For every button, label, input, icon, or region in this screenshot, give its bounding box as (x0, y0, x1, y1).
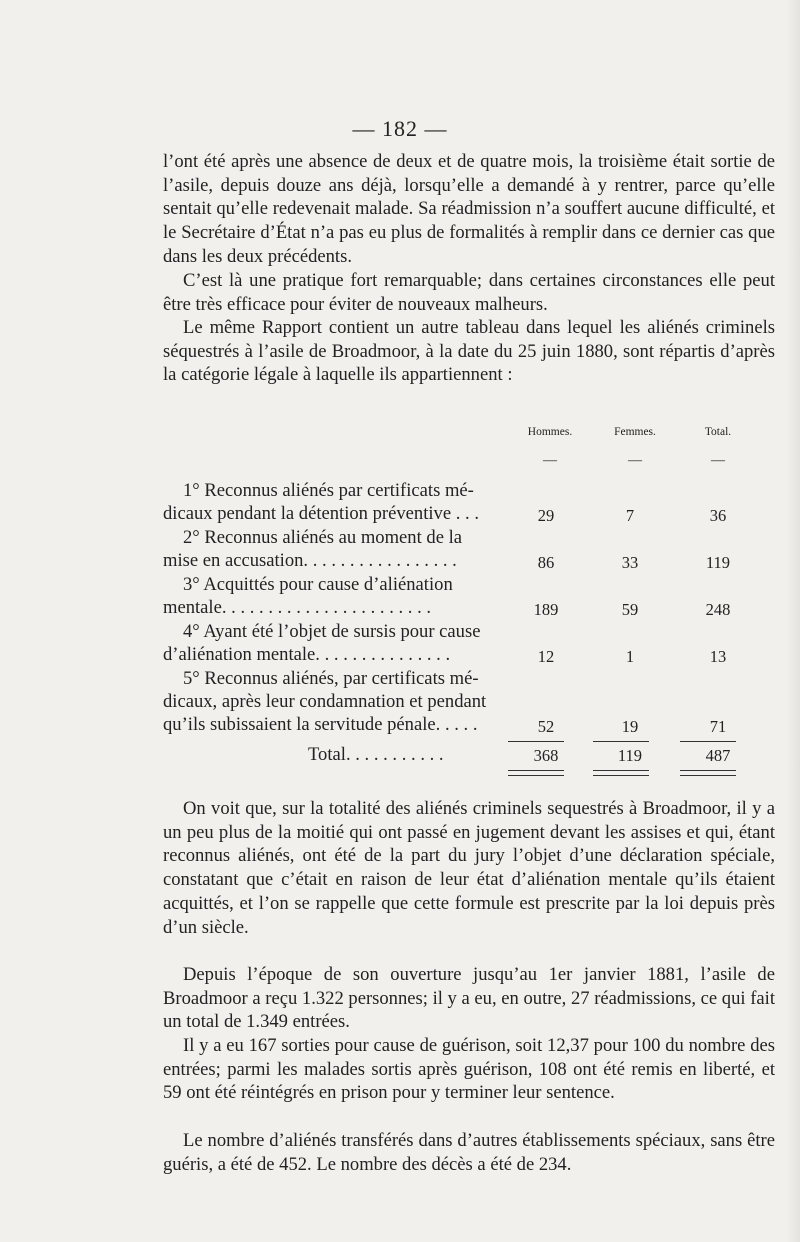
col-dash: — (711, 453, 725, 468)
sum-rule (508, 741, 564, 742)
paragraph-5: Depuis l’époque de son ouverture jusqu’au 1er janvier 1881, l’asile de Broadmoor a reçu 1.322 personnes; il y a eu, en outre, 27 réadmissions, ce qui fait un total de 1.349 entrées. (163, 964, 775, 1033)
row-1-label-line-1: 1° Reconnus aliénés par certificats mé- (183, 480, 474, 501)
col-dash: — (628, 453, 642, 468)
total-femmes: 119 (617, 746, 643, 765)
total-double-rule (508, 770, 564, 776)
col-header-hommes: Hommes. (527, 426, 573, 438)
row-4-femmes: 1 (625, 647, 635, 666)
total-hommes: 368 (533, 746, 559, 765)
row-5-label-line-1: 5° Reconnus aliénés, par certificats mé- (183, 668, 479, 689)
row-3-hommes: 189 (533, 600, 559, 619)
row-5-total: 71 (709, 717, 727, 736)
row-2-hommes: 86 (537, 553, 555, 572)
row-1-total: 36 (709, 506, 727, 525)
col-header-total: Total. (704, 426, 732, 438)
row-2-label-line-2: mise en accusation. . . . . . . . . . . . . . . . . (163, 550, 457, 571)
row-4-hommes: 12 (537, 647, 555, 666)
total-total: 487 (705, 746, 731, 765)
paragraph-7: Le nombre d’aliénés transférés dans d’autres établissements spéciaux, sans être guéris, a été de 452. Le nombre des décès a été de 234. (163, 1130, 775, 1175)
paragraph-3: Le même Rapport contient un autre tableau dans lequel les aliénés criminels séquestrés à l’asile de Broadmoor, à la date du 25 juin 1880, sont répartis d’après la catégorie légale à laquelle ils appartiennent : (163, 317, 775, 386)
row-1-hommes: 29 (537, 506, 555, 525)
row-2-femmes: 33 (621, 553, 639, 572)
page-edge-shadow (786, 0, 800, 1242)
row-4-label-line-1: 4° Ayant été l’objet de sursis pour cause (183, 621, 481, 642)
row-2-total: 119 (705, 553, 731, 572)
row-3-total: 248 (705, 600, 731, 619)
sum-rule (593, 741, 649, 742)
total-double-rule (593, 770, 649, 776)
col-dash: — (543, 453, 557, 468)
paragraph-6: Il y a eu 167 sorties pour cause de guérison, soit 12,37 pour 100 du nombre des entrées; parmi les malades sortis après guérison, 108 ont été remis en liberté, et 59 ont été réintégrés en prison pour y terminer leur sentence. (163, 1035, 775, 1104)
paragraph-2: C’est là une pratique fort remarquable; dans certaines circonstances elle peut être très efficace pour éviter de nouveaux malheurs. (163, 270, 775, 315)
row-5-hommes: 52 (537, 717, 555, 736)
row-5-femmes: 19 (621, 717, 639, 736)
row-3-femmes: 59 (621, 600, 639, 619)
row-3-label-line-2: mentale. . . . . . . . . . . . . . . . . . . . . . . (163, 597, 432, 618)
row-2-label-line-1: 2° Reconnus aliénés au moment de la (183, 527, 463, 548)
sum-rule (680, 741, 736, 742)
total-label: Total. . . . . . . . . . . (308, 744, 444, 765)
row-4-total: 13 (709, 647, 727, 666)
row-5-label-line-2: dicaux, après leur condamnation et pendant (163, 691, 487, 712)
row-1-femmes: 7 (625, 506, 635, 525)
row-1-label-line-2: dicaux pendant la détention préventive . . . (163, 503, 479, 524)
col-header-femmes: Femmes. (614, 426, 656, 438)
row-5-label-line-3: qu’ils subissaient la servitude pénale. . . . . (163, 714, 478, 735)
page-number: — 182 — (352, 116, 448, 141)
row-3-label-line-1: 3° Acquittés pour cause d’aliénation (183, 574, 453, 595)
paragraph-1: l’ont été après une absence de deux et de quatre mois, la troisième était sortie de l’asile, depuis douze ans déjà, lorsqu’elle a demandé à y rentrer, parce qu’elle sentait qu’elle redevenait malade. Sa réadmission n’a souffert aucune difficulté, et le Secrétaire d’État n’a pas eu plus de formalités à remplir dans ce dernier cas que dans les deux précédents. (163, 151, 775, 267)
row-4-label-line-2: d’aliénation mentale. . . . . . . . . . . . . . . (163, 644, 451, 665)
total-double-rule (680, 770, 736, 776)
paragraph-4: On voit que, sur la totalité des aliénés criminels sequestrés à Broadmoor, il y a un peu plus de la moitié qui ont passé en jugement devant les assises et qui, étant reconnus aliénés, ont été de la part du jury l’objet d’une déclaration spéciale, constatant que c’était en raison de leur état d’aliénation mentale qu’ils étaient acquittés, et l’on se rappelle que cette formule est prescrite par la loi depuis près d’un siècle. (163, 798, 775, 938)
